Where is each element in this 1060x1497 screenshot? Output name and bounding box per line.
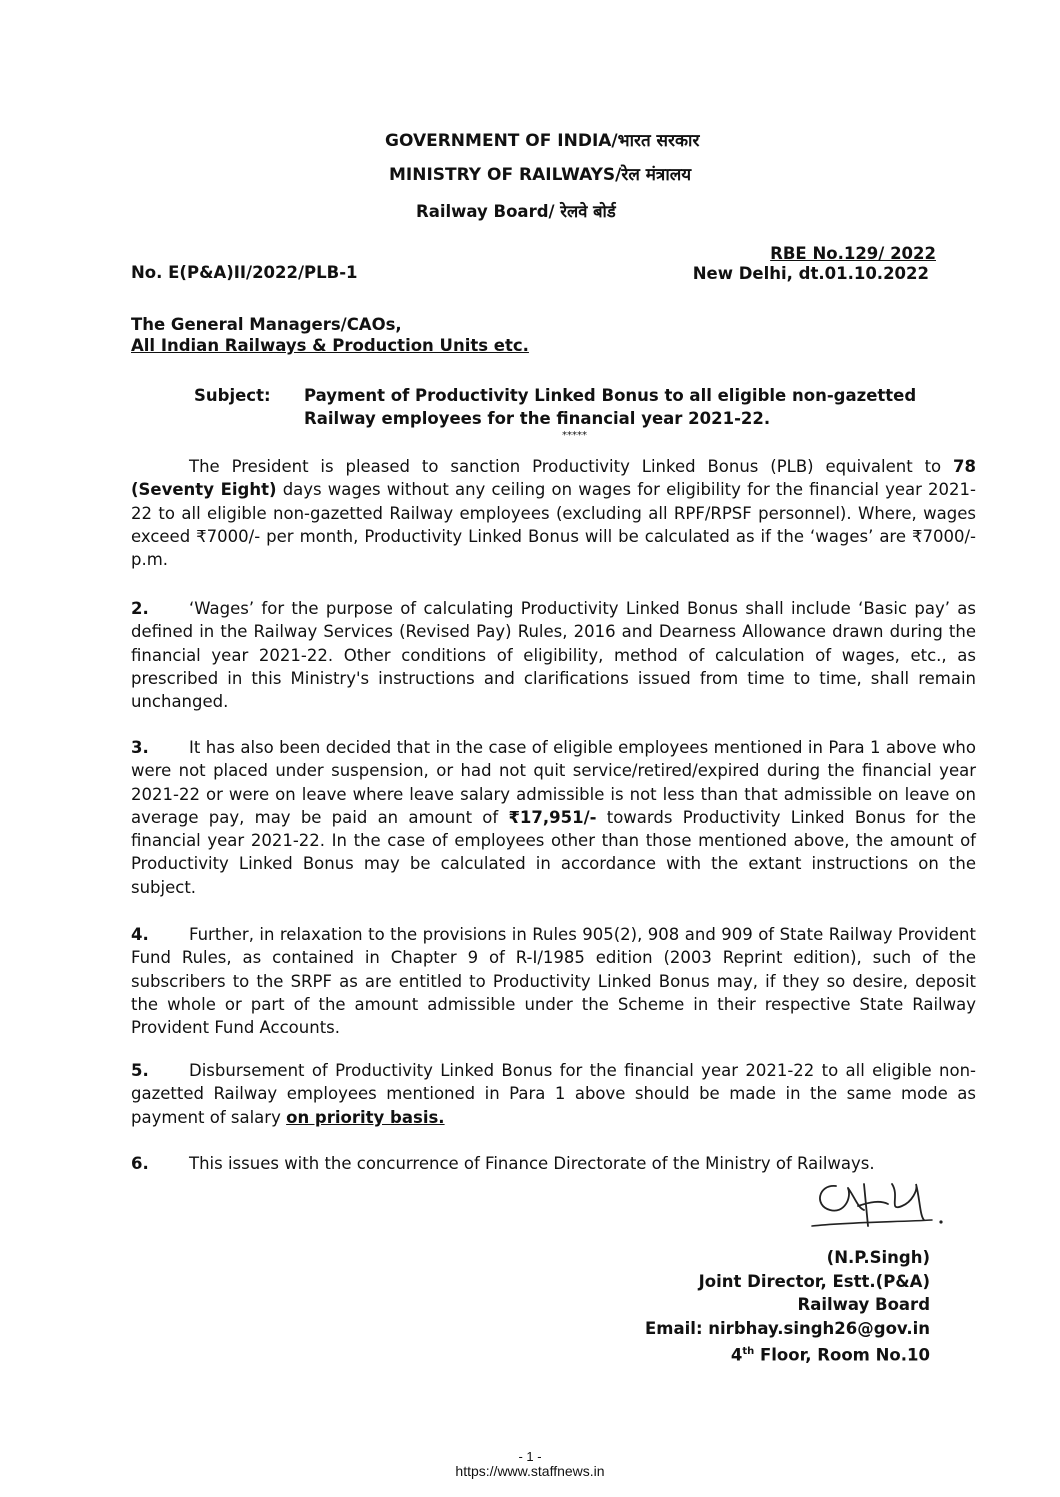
floor-suffix: th	[742, 1346, 755, 1357]
p5-text: Disbursement of Productivity Linked Bonus for the financial year 2021-22 to all eligible non-gazetted Railway employees mentioned in Para 1 above should be made in the same mode as payment of salary	[131, 1061, 976, 1127]
paragraph-1	[131, 455, 976, 571]
signatory-address	[645, 1340, 930, 1367]
p1-text-end: days wages without any ceiling on wages for eligibility for the financial year 2021-22 to all eligible non-gazetted Railway employees (excluding all RPF/RPSF personnel). Where, wages exceed ₹7000/- per month, Productivity Linked Bonus will be calculated as if the ‘wages’ are ₹7000/- p.m.	[131, 480, 977, 570]
addressee-line1: The General Managers/CAOs,	[131, 315, 402, 334]
p2-number: 2.	[131, 599, 149, 618]
paragraph-3	[131, 736, 976, 899]
p2-text: ‘Wages’ for the purpose of calculating Productivity Linked Bonus shall include ‘Basic pay’ as defined in the Railway Services (Revised Pay) Rules, 2016 and Dearness Allowance drawn during the financial year 2021-22. Other conditions of eligibility, method of calculation of wages, etc., as prescribed in this Ministry's instructions and clarifications issued from time to time, shall remain unchanged.	[131, 599, 976, 712]
header-government: GOVERNMENT OF INDIA/भारत सरकार	[385, 131, 700, 151]
paragraph-4	[131, 923, 976, 1039]
floor-number: 4	[730, 1345, 743, 1365]
page-number: - 1 -	[518, 1449, 542, 1464]
header-ministry: MINISTRY OF RAILWAYS/रेल मंत्रालय	[389, 165, 692, 185]
subject-separator: *****	[562, 430, 587, 441]
p3-number: 3.	[131, 738, 149, 757]
subject-line1: Payment of Productivity Linked Bonus to all eligible non-gazetted	[304, 386, 917, 405]
letter-date: New Delhi, dt.01.10.2022	[692, 264, 929, 283]
p5-priority: on priority basis.	[286, 1107, 445, 1127]
footer-url[interactable]: https://www.staffnews.in	[455, 1463, 605, 1479]
subject-line2: Railway employees for the financial year 2021-22.	[304, 409, 771, 428]
signatory-email: Email: nirbhay.singh26@gov.in	[645, 1318, 930, 1338]
signatory-designation: Joint Director, Estt.(P&A)	[698, 1271, 930, 1291]
letter-number: No. E(P&A)II/2022/PLB-1	[131, 263, 358, 282]
p6-text: This issues with the concurrence of Finance Directorate of the Ministry of Railways.	[189, 1154, 875, 1173]
p3-text-start: It has also been decided that in the case of eligible employees mentioned in Para 1 above who were not placed under suspension, or had not quit service/retired/expired during the financial year 2021-22 or were on leave where leave salary admissible is not less than that admissible on leave on average pay, may be paid an amount of	[131, 738, 976, 827]
p3-text-end: towards Productivity Linked Bonus for the financial year 2021-22. In the case of employees other than those mentioned above, the amount of Productivity Linked Bonus may be calculated in accordance with the extant instructions on the subject.	[131, 807, 976, 897]
header-railway-board: Railway Board/ रेलवे बोर्ड	[416, 202, 616, 221]
addressee-line2: All Indian Railways & Production Units etc.	[131, 336, 529, 355]
p5-number: 5.	[131, 1061, 149, 1080]
floor-room: Floor, Room No.10	[754, 1345, 930, 1365]
signatory-block	[645, 1246, 930, 1367]
p6-number: 6.	[131, 1154, 149, 1173]
p3-amount: ₹17,951/-	[508, 807, 597, 827]
signature-image	[808, 1176, 948, 1246]
signatory-office: Railway Board	[797, 1295, 930, 1314]
paragraph-5	[131, 1059, 976, 1129]
p4-text: Further, in relaxation to the provisions in Rules 905(2), 908 and 909 of State Railway Provident Fund Rules, as contained in Chapter 9 of R-I/1985 edition (2003 Reprint edition), such of the subscribers to the SRPF as are entitled to Productivity Linked Bonus may, if they so desire, deposit the whole or part of the amount admissible under the Scheme in their respective State Railway Provident Fund Accounts.	[131, 925, 976, 1038]
p4-number: 4.	[131, 925, 149, 944]
paragraph-6	[131, 1152, 976, 1175]
paragraph-2	[131, 597, 976, 713]
p1-text-start: The President is pleased to sanction Productivity Linked Bonus (PLB) equivalent to	[189, 457, 942, 476]
subject-label: Subject:	[194, 386, 271, 405]
rbe-number: RBE No.129/ 2022	[770, 244, 936, 263]
signatory-name: (N.P.Singh)	[826, 1248, 930, 1267]
p1-days-highlight: 78 (Seventy Eight)	[131, 457, 976, 500]
